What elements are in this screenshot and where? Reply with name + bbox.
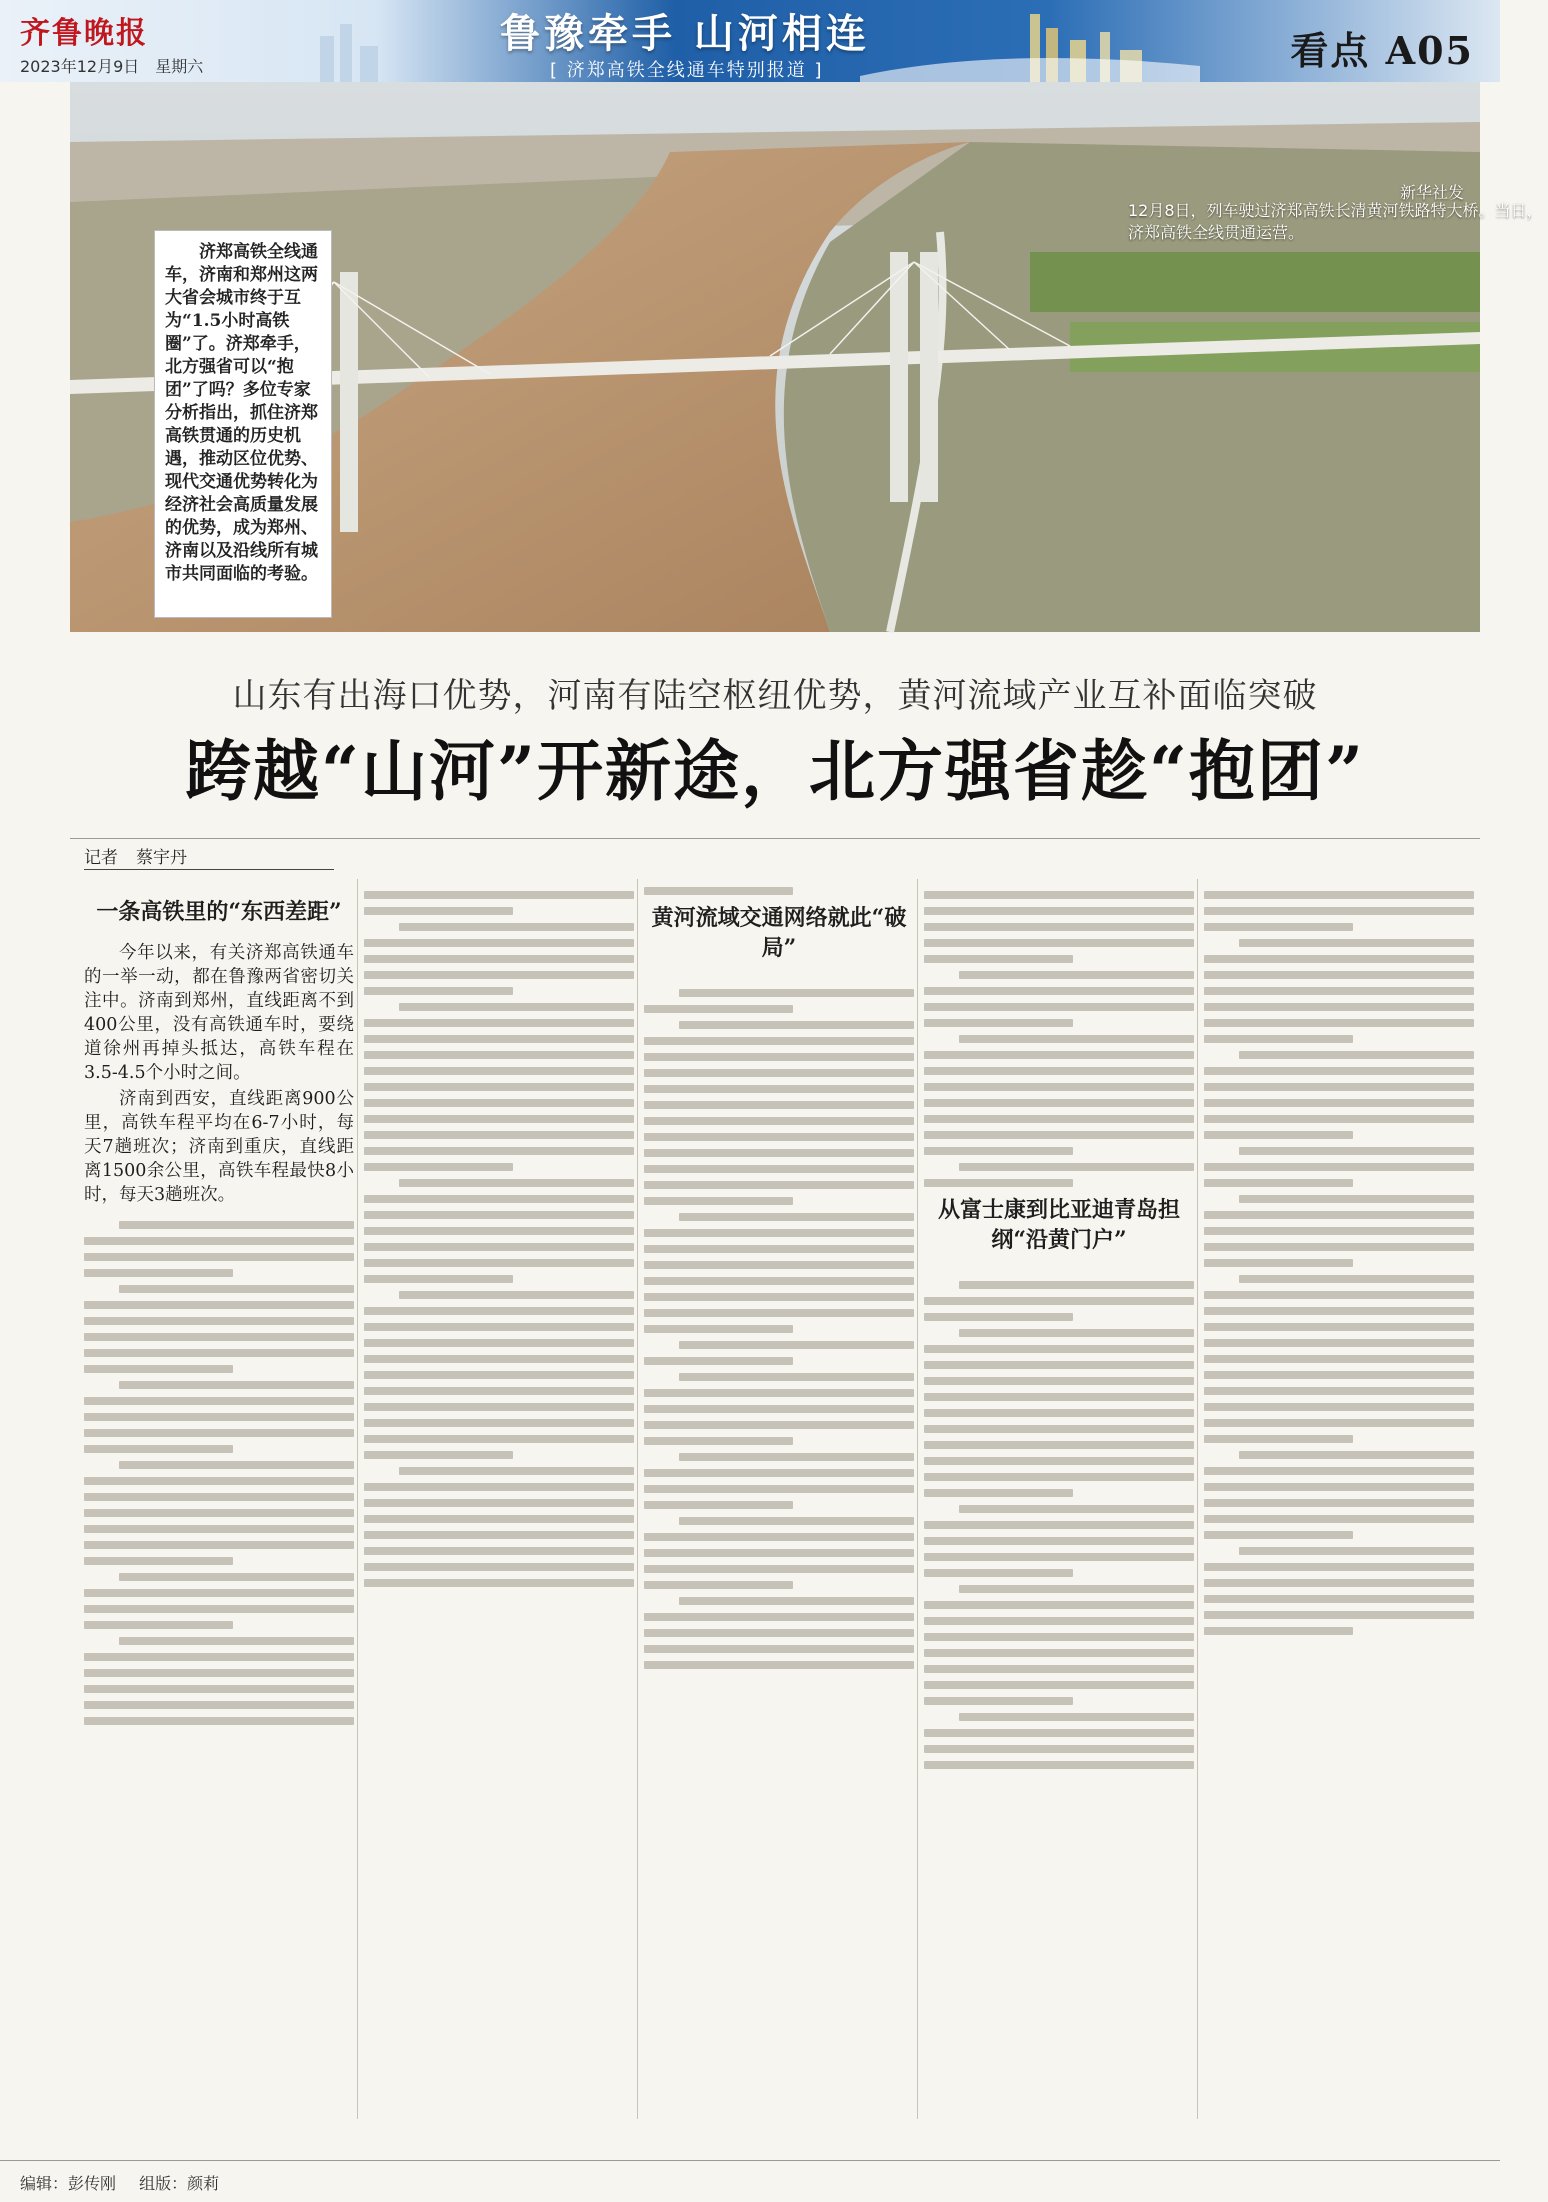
- section-heading-1: 一条高铁里的“东西差距”: [96, 899, 342, 925]
- layout-credit: 组版：颜莉: [139, 2174, 220, 2193]
- body-text-placeholder: [644, 977, 914, 1669]
- kicker-headline: 山东有出海口优势，河南有陆空枢纽优势，黄河流域产业互补面临突破: [232, 676, 1318, 716]
- photo-caption: 12月8日，列车驶过济郑高铁长清黄河铁路特大桥。当日，济郑高铁全线贯通运营。: [1128, 201, 1543, 242]
- issue-date-text: 2023年12月9日: [20, 57, 140, 76]
- section-tag: 看点 A05: [1290, 28, 1474, 73]
- article-paragraph: 今年以来，有关济郑高铁通车的一举一动，都在鲁豫两省密切关注中。济南到郑州，直线距离不到400公里，没有高铁通车时，要绕道徐州再掉头抵达，高铁车程在3.5-4.5个小时之间。: [84, 943, 354, 1083]
- body-text-placeholder: [84, 1209, 354, 1725]
- body-text-placeholder: [644, 887, 914, 895]
- body-text-placeholder: [924, 879, 1194, 1187]
- column-divider: [357, 879, 358, 2119]
- page-footer: [0, 2160, 1500, 2202]
- article-column-1: [84, 889, 354, 2129]
- intro-box: 济郑高铁全线通车，济南和郑州这两大省会城市终于互为“1.5小时高铁圈”了。济郑牵手，北方强省可以“抱团”了吗？多位专家分析指出，抓住济郑高铁贯通的历史机遇，推动区位优势、现代交通优势转化为经济社会高质量发展的优势，成为郑州、济南以及沿线所有城市共同面临的考验。: [154, 230, 332, 618]
- article-paragraph: 济南到西安，直线距离900公里，高铁车程平均在6-7小时，每天7趟班次；济南到重庆，直线距离1500余公里，高铁车程最快8小时，每天3趟班次。: [84, 1089, 354, 1205]
- byline: [84, 843, 187, 868]
- article-column-5: [1204, 879, 1474, 2119]
- column-divider: [1197, 879, 1198, 2119]
- body-text-placeholder: [364, 879, 634, 1587]
- body-text-placeholder: [1204, 879, 1474, 1635]
- banner-subtitle: [ 济郑高铁全线通车特别报道 ]: [550, 60, 824, 81]
- section-heading-3: 从富士康到比亚迪青岛担纲“沿黄门户”: [937, 1197, 1180, 1253]
- column-divider: [917, 879, 918, 2119]
- banner-title: 鲁豫牵手 山河相连: [500, 11, 870, 57]
- byline-label: 记者: [84, 848, 118, 868]
- byline-name: 蔡宇丹: [136, 848, 187, 868]
- byline-rule: [84, 869, 334, 870]
- page-credits: [20, 2171, 237, 2194]
- issue-date: [20, 54, 203, 77]
- column-divider: [637, 879, 638, 2119]
- photo-credit: 新华社发: [1400, 183, 1465, 202]
- article-column-3: [644, 879, 914, 2119]
- body-text-placeholder: [924, 1269, 1194, 1769]
- editor-credit: 编辑：彭传刚: [20, 2174, 117, 2193]
- paper-name: 齐鲁晚报: [20, 16, 148, 51]
- section-heading-2: 黄河流域交通网络就此“破局”: [651, 905, 907, 961]
- article-column-2: [364, 879, 634, 2119]
- article-body: [70, 838, 1480, 2128]
- bridge-photo: [70, 82, 1543, 632]
- article-column-4: [924, 879, 1194, 2119]
- main-headline: 跨越“山河”开新途，北方强省趁“抱团”: [185, 732, 1365, 810]
- issue-weekday: 星期六: [155, 57, 204, 76]
- masthead: [0, 0, 1500, 82]
